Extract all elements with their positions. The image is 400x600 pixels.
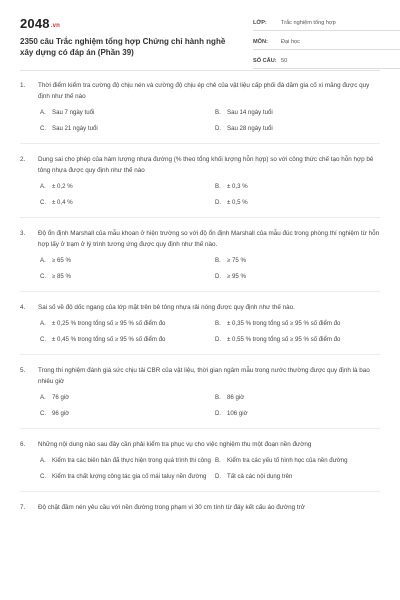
question-number: 2. [20, 156, 26, 163]
answer-letter: A. [40, 457, 46, 464]
answer-option-b[interactable] [215, 319, 390, 329]
answer-letter: C. [40, 473, 47, 480]
answer-text: Sau 21 ngày tuổi [52, 125, 98, 132]
answer-option-b[interactable] [215, 182, 390, 192]
question-divider [20, 354, 380, 355]
answer-text: Sau 14 ngày tuổi [227, 109, 273, 116]
answer-text: ± 0,4 % [52, 199, 73, 206]
answer-option-b[interactable] [215, 456, 390, 466]
logo-main: 2048 [20, 16, 50, 31]
meta-row-class [253, 16, 400, 31]
question-4 [20, 302, 380, 345]
logo-suffix: .vn [50, 23, 61, 29]
answer-text: 106 giờ [227, 410, 248, 417]
answer-letter: A. [40, 320, 46, 327]
answer-letter: C. [40, 410, 47, 417]
answer-option-d[interactable] [215, 335, 390, 345]
answer-option-d[interactable] [215, 272, 390, 282]
question-divider [20, 217, 380, 218]
answer-text: ± 0,2 % [52, 183, 73, 190]
answer-letter: B. [215, 394, 221, 401]
answer-option-c[interactable] [40, 409, 215, 419]
question-text [20, 502, 380, 513]
answer-letter: B. [215, 183, 221, 190]
question-2 [20, 154, 380, 208]
exam-title: 2350 câu Trắc nghiệm tổng hợp Chứng chỉ hành nghề xây dựng có đáp án (Phần 39) [20, 37, 226, 57]
answer-text: Kiểm tra các yếu tố hình học của nền đường [227, 457, 348, 464]
answer-option-c[interactable] [40, 335, 215, 345]
meta-value[interactable]: Trắc nghiệm tổng hợp [281, 20, 336, 26]
answer-letter: B. [215, 257, 221, 264]
answer-text: ≥ 75 % [227, 257, 246, 264]
answer-text: Kiểm tra chất lượng công tác gia cố mái taluy nền đường [52, 473, 207, 480]
meta-value[interactable]: Đại học [281, 39, 300, 45]
answer-text: ≥ 95 % [227, 273, 246, 280]
question-3 [20, 228, 380, 282]
answer-list [40, 108, 380, 134]
answer-text: 96 giờ [52, 410, 70, 417]
question-number: 3. [20, 230, 26, 237]
answer-text: Sau 28 ngày tuổi [227, 125, 273, 132]
exam-meta [253, 16, 400, 73]
question-number: 6. [20, 441, 26, 448]
answer-option-a[interactable] [40, 393, 215, 403]
answer-letter: B. [215, 109, 221, 116]
meta-key: MÔN: [253, 39, 268, 45]
answer-letter: A. [40, 109, 46, 116]
question-1 [20, 80, 380, 134]
meta-key: LỚP: [253, 20, 267, 26]
answer-letter: A. [40, 257, 46, 264]
answer-text: ± 0,3 % [227, 183, 248, 190]
answer-text: Tất cả các nội dung trên [227, 473, 293, 480]
meta-key: SỐ CÂU: [253, 58, 277, 64]
question-divider [20, 428, 380, 429]
question-6 [20, 439, 380, 482]
answer-letter: C. [40, 336, 47, 343]
question-text [20, 365, 380, 387]
answer-text: 76 giờ [52, 394, 70, 401]
answer-text: ± 0,35 % trong tổng số ≥ 95 % số điểm đo [227, 320, 341, 327]
question-7 [20, 502, 380, 513]
question-body: Trong thí nghiệm đánh giá sức chịu tải CBR của vật liệu, thời gian ngâm mẫu trong nước thường được quy định là bao nhiêu giờ [38, 367, 370, 385]
answer-list [40, 393, 380, 419]
answer-option-a[interactable] [40, 182, 215, 192]
question-body: Độ chặt đầm nén yêu cầu với nền đường trong phạm vi 30 cm tính từ đáy kết cấu áo đường trở [38, 504, 305, 511]
answer-option-d[interactable] [215, 472, 390, 482]
answer-letter: D. [215, 410, 222, 417]
answer-option-a[interactable] [40, 108, 215, 118]
answer-text: ≥ 85 % [52, 273, 71, 280]
header [20, 12, 380, 72]
question-body: Sai số về độ dốc ngang của lớp mặt trên bê tông nhựa rải nóng được quy định như thế nào. [38, 304, 295, 311]
question-5 [20, 365, 380, 419]
question-body: Dung sai cho phép của hàm lượng nhựa đường (% theo tổng khối lượng hỗn hợp) so với công thức chế tạo hỗn hợp bê tông nhựa được quy định như thế nào [38, 156, 374, 174]
answer-list [40, 182, 380, 208]
question-divider [20, 291, 380, 292]
answer-list [40, 319, 380, 345]
answer-text: Kiểm tra các biên bản đã thực hiện trong quá trình thi công [52, 457, 211, 464]
site-logo[interactable] [20, 16, 60, 31]
answer-letter: D. [215, 473, 222, 480]
meta-row-subject [253, 35, 400, 50]
answer-text: ± 0,5 % [227, 199, 248, 206]
answer-letter: B. [215, 457, 221, 464]
question-body: Thời điểm kiểm tra cường độ chịu nén và cường độ chịu ép chẻ của vật liệu cấp phối đá dăm gia cố xi măng được quy định như thế nào [38, 82, 370, 100]
answer-text: ≥ 65 % [52, 257, 71, 264]
answer-option-c[interactable] [40, 124, 215, 134]
answer-letter: A. [40, 394, 46, 401]
header-divider [20, 70, 380, 71]
question-number: 4. [20, 304, 26, 311]
answer-option-d[interactable] [215, 409, 390, 419]
question-text [20, 228, 380, 250]
answer-text: Sau 7 ngày tuổi [52, 109, 95, 116]
answer-letter: D. [215, 273, 222, 280]
question-text [20, 302, 380, 313]
answer-letter: D. [215, 199, 222, 206]
answer-text: ± 0,25 % trong tổng số ≥ 95 % số điểm đo [52, 320, 166, 327]
answer-text: ± 0,45 % trong tổng số ≥ 95 % số điểm đo [52, 336, 166, 343]
question-body: Những nội dung nào sau đây cần phải kiểm tra phục vụ cho việc nghiệm thu một đoạn nền đường [38, 441, 312, 448]
answer-list [40, 456, 380, 482]
question-divider [20, 491, 380, 492]
answer-option-c[interactable] [40, 198, 215, 208]
answer-option-a[interactable] [40, 319, 215, 329]
question-divider [20, 143, 380, 144]
question-number: 5. [20, 367, 26, 374]
answer-option-d[interactable] [215, 124, 390, 134]
answer-letter: A. [40, 183, 46, 190]
answer-letter: C. [40, 125, 47, 132]
answer-text: ± 0,55 % trong tổng số ≥ 95 % số điểm đo [227, 336, 341, 343]
answer-letter: D. [215, 336, 222, 343]
answer-letter: C. [40, 199, 47, 206]
answer-option-b[interactable] [215, 393, 390, 403]
answer-option-a[interactable] [40, 456, 215, 466]
answer-option-c[interactable] [40, 472, 215, 482]
meta-row-count [253, 54, 400, 69]
meta-value: 50 [281, 58, 288, 64]
question-text [20, 80, 380, 102]
answer-letter: D. [215, 125, 222, 132]
answer-option-b[interactable] [215, 108, 390, 118]
answer-letter: B. [215, 320, 221, 327]
question-list [20, 80, 380, 513]
answer-text: 86 giờ [227, 394, 245, 401]
answer-option-c[interactable] [40, 272, 215, 282]
answer-letter: C. [40, 273, 47, 280]
answer-option-a[interactable] [40, 256, 215, 266]
answer-list [40, 256, 380, 282]
question-number: 7. [20, 504, 26, 511]
question-text [20, 439, 380, 450]
question-number: 1. [20, 82, 26, 89]
question-text [20, 154, 380, 176]
answer-option-b[interactable] [215, 256, 390, 266]
question-body: Độ ổn định Marshall của mẫu khoan ở hiện trường so với độ ổn định Marshall của mẫu đúc trong phòng thí nghiệm từ hỗn hợp lấy ở trạm ở lý trình tương ứng được quy định như thế nào. [38, 230, 380, 248]
answer-option-d[interactable] [215, 198, 390, 208]
